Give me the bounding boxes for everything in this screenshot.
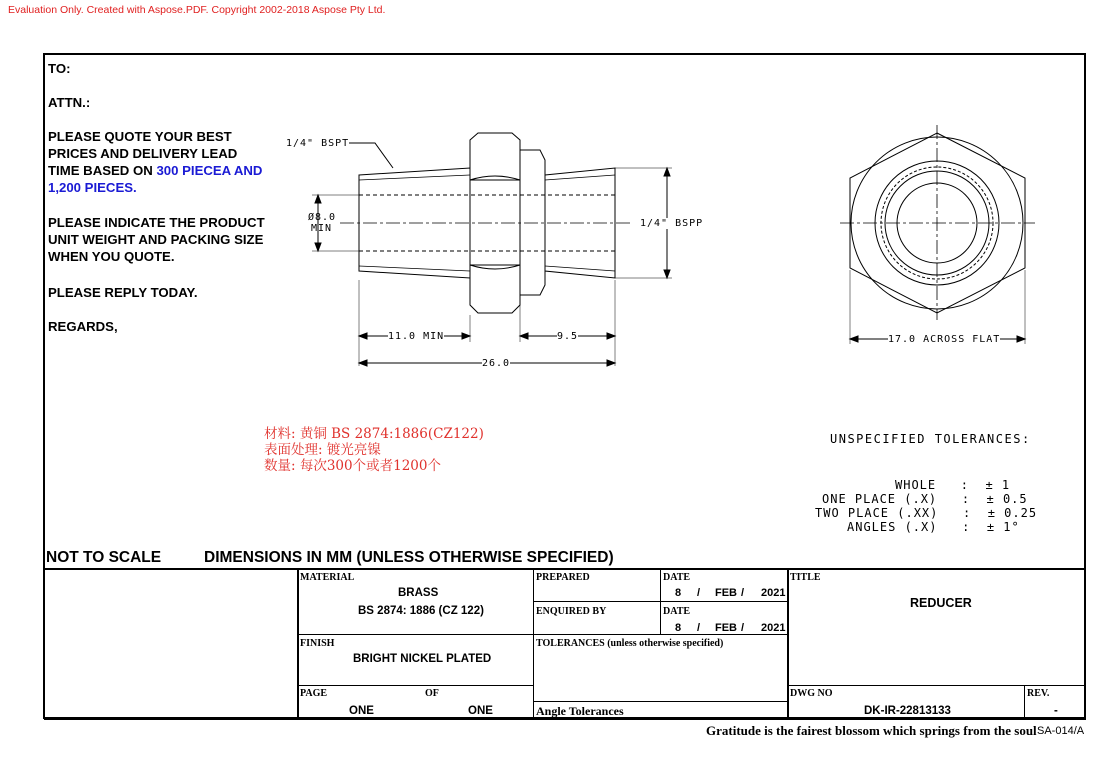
tb-line xyxy=(297,634,787,635)
tolerances-title: UNSPECIFIED TOLERANCES: xyxy=(830,432,1031,446)
date2-slash-2: / xyxy=(741,622,745,634)
dim-26-label: 26.0 xyxy=(482,358,511,369)
prepared-label: PREPARED xyxy=(536,572,590,583)
page-label: PAGE xyxy=(300,688,328,699)
date2-slash-1: / xyxy=(697,622,701,634)
tb-line xyxy=(533,701,787,702)
quote-line-4: 1,200 PIECES. xyxy=(48,180,137,195)
dimensions-note: DIMENSIONS IN MM (UNLESS OTHERWISE SPECIFIED) xyxy=(204,549,614,566)
chinese-spec xyxy=(264,426,484,474)
tolerances-label: TOLERANCES (unless otherwise specified) xyxy=(536,638,724,649)
date2-month: FEB xyxy=(715,622,737,634)
across-flat-label: 17.0 ACROSS FLAT xyxy=(888,334,1001,345)
tb-line xyxy=(297,685,534,686)
diameter-label: Ø8.0 xyxy=(308,212,337,223)
quote-line-1: PLEASE QUOTE YOUR BEST xyxy=(48,129,232,144)
indicate-line-2: UNIT WEIGHT AND PACKING SIZE xyxy=(48,232,264,247)
bspt-label: 1/4" BSPT xyxy=(286,138,350,149)
of-label: OF xyxy=(425,688,439,699)
tol-two-place: TWO PLACE (.XX) : ± 0.25 xyxy=(815,506,1038,520)
date1-day: 8 xyxy=(675,587,682,599)
dwg-no-value: DK-IR-22813133 xyxy=(864,705,951,717)
date1-slash-1: / xyxy=(697,587,701,599)
bspp-label: 1/4" BSPP xyxy=(640,218,704,229)
tb-line xyxy=(660,569,661,635)
attn-label: ATTN.: xyxy=(48,95,91,110)
material-value-1: BRASS xyxy=(398,587,439,599)
tb-line xyxy=(297,569,299,719)
finish-label: FINISH xyxy=(300,638,335,649)
chinese-quantity: 数量: 每次300个或者1200个 xyxy=(264,458,441,474)
indicate-line-3: WHEN YOU QUOTE. xyxy=(48,249,175,264)
dim-11-label: 11.0 MIN xyxy=(388,331,445,342)
footer-quote: Gratitude is the fairest blossom which springs from the soul xyxy=(706,723,1037,738)
rev-value: - xyxy=(1054,705,1058,717)
quantity-highlight: 300 PIECEA AND xyxy=(156,163,263,178)
diameter-min-label: MIN xyxy=(311,223,333,234)
chinese-material: 材料: 黄铜 BS 2874:1886(CZ122) xyxy=(264,426,484,442)
material-label: MATERIAL xyxy=(300,572,355,583)
material-value-2: BS 2874: 1886 (CZ 122) xyxy=(358,605,484,617)
evaluation-notice: Evaluation Only. Created with Aspose.PDF. Copyright 2002-2018 Aspose Pty Ltd. xyxy=(8,4,386,16)
tb-line xyxy=(1024,686,1025,719)
tol-whole: WHOLE : ± 1 xyxy=(895,478,1011,492)
page-value: ONE xyxy=(349,705,374,717)
tb-line xyxy=(533,569,534,719)
of-value: ONE xyxy=(468,705,493,717)
reply-request: PLEASE REPLY TODAY. xyxy=(48,285,198,300)
footer-code: SA-014/A xyxy=(1037,725,1085,737)
tb-line xyxy=(533,601,787,602)
date2-day: 8 xyxy=(675,622,682,634)
title-value: REDUCER xyxy=(910,596,972,610)
date2-year: 2021 xyxy=(761,622,786,634)
quote-line-2: PRICES AND DELIVERY LEAD xyxy=(48,146,238,161)
finish-value: BRIGHT NICKEL PLATED xyxy=(353,653,492,665)
enquired-label: ENQUIRED BY xyxy=(536,606,607,617)
dim-9-5-label: 9.5 xyxy=(557,331,579,342)
title-label: TITLE xyxy=(790,572,821,583)
tol-one-place: ONE PLACE (.X) : ± 0.5 xyxy=(822,492,1028,506)
date1-slash-2: / xyxy=(741,587,745,599)
date-label-1: DATE xyxy=(663,572,691,583)
date-label-2: DATE xyxy=(663,606,691,617)
tb-line xyxy=(787,569,789,719)
regards-label: REGARDS, xyxy=(48,319,118,334)
tb-line xyxy=(787,685,1086,686)
chinese-finish: 表面处理: 镀光亮镍 xyxy=(264,442,381,458)
indicate-line-1: PLEASE INDICATE THE PRODUCT xyxy=(48,215,265,230)
tol-angles: ANGLES (.X) : ± 1° xyxy=(847,520,1020,534)
quote-line-3a: TIME BASED ON xyxy=(48,163,157,178)
rev-label: REV. xyxy=(1027,688,1050,699)
to-label: TO: xyxy=(48,61,71,76)
not-to-scale: NOT TO SCALE xyxy=(46,549,162,566)
date1-year: 2021 xyxy=(761,587,786,599)
angle-tolerances: Angle Tolerances xyxy=(536,704,624,718)
dwg-no-label: DWG NO xyxy=(790,688,833,699)
date1-month: FEB xyxy=(715,587,737,599)
